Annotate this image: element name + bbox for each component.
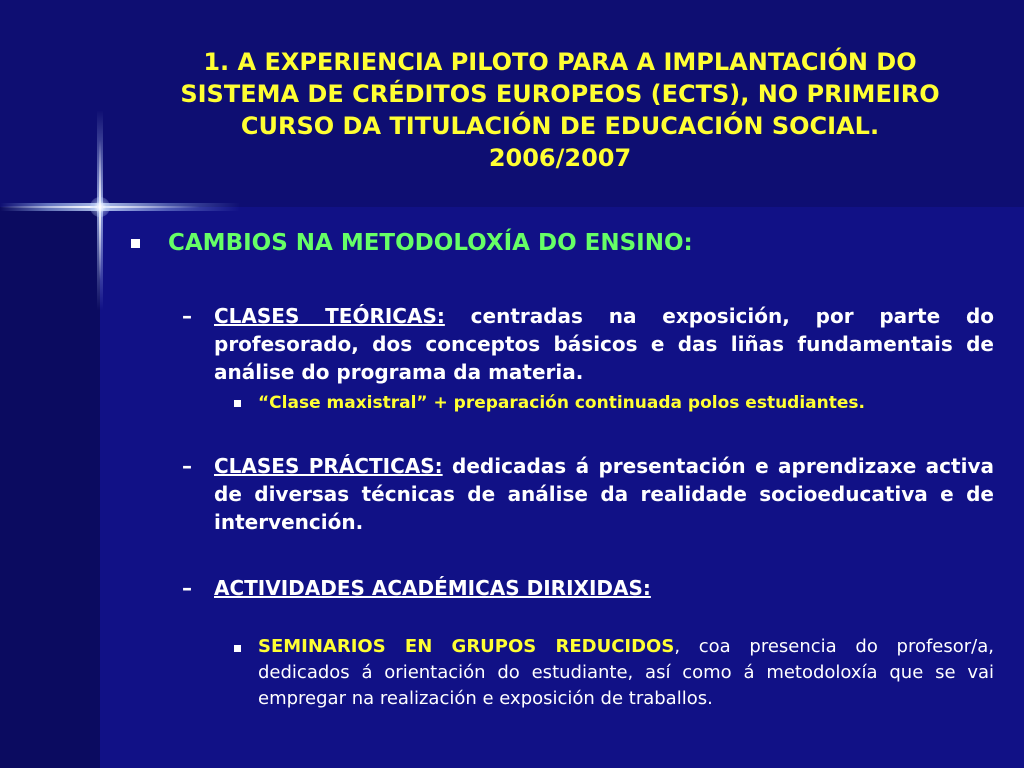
dash-bullet: –: [182, 304, 192, 328]
star-sparkle-icon: [90, 197, 110, 217]
title-line: 2006/2007: [488, 144, 632, 172]
title-line: CURSO DA TITULACIÓN DE EDUCACIÓN SOCIAL.: [240, 112, 880, 140]
item-clases-practicas: [214, 452, 994, 536]
square-bullet-icon: [234, 400, 241, 407]
slide-title: [120, 46, 1000, 174]
item-label: CLASES PRÁCTICAS:: [214, 454, 443, 478]
item-label: ACTIVIDADES ACADÉMICAS DIRIXIDAS:: [214, 576, 651, 600]
left-margin-band: [0, 207, 100, 768]
square-bullet-icon: [131, 239, 140, 248]
title-line: 1. A EXPERIENCIA PILOTO PARA A IMPLANTACIÓN DO: [203, 48, 917, 76]
item-label: CLASES TEÓRICAS:: [214, 304, 445, 328]
dash-bullet: –: [182, 454, 192, 478]
square-bullet-icon: [234, 645, 241, 652]
sub-item-seminarios: [258, 634, 994, 712]
item-text: dedicadas á presentación e aprendizaxe activa de diversas técnicas de análise da realidade socioeducativa e de intervención.: [214, 454, 994, 534]
section-heading: CAMBIOS NA METODOLOXÍA DO ENSINO:: [168, 230, 693, 256]
seminar-text: , coa presencia do profesor/a, dedicados á orientación do estudiante, así como á metodoloxía que se vai empregar na realización e exposición de traballos.: [258, 636, 994, 709]
item-actividades-dirixidas: [214, 574, 994, 602]
dash-bullet: –: [182, 576, 192, 600]
seminar-lead: SEMINARIOS EN GRUPOS REDUCIDOS: [258, 636, 675, 657]
title-line: SISTEMA DE CRÉDITOS EUROPEOS (ECTS), NO PRIMEIRO: [180, 80, 940, 108]
item-clases-teoricas: [214, 302, 994, 386]
item-text: centradas na exposición, por parte do profesorado, dos conceptos básicos e das liñas fundamentais de análise do programa da materia.: [214, 304, 994, 384]
sub-item-clase-maxistral: “Clase maxistral” + preparación continuada polos estudiantes.: [258, 393, 865, 413]
